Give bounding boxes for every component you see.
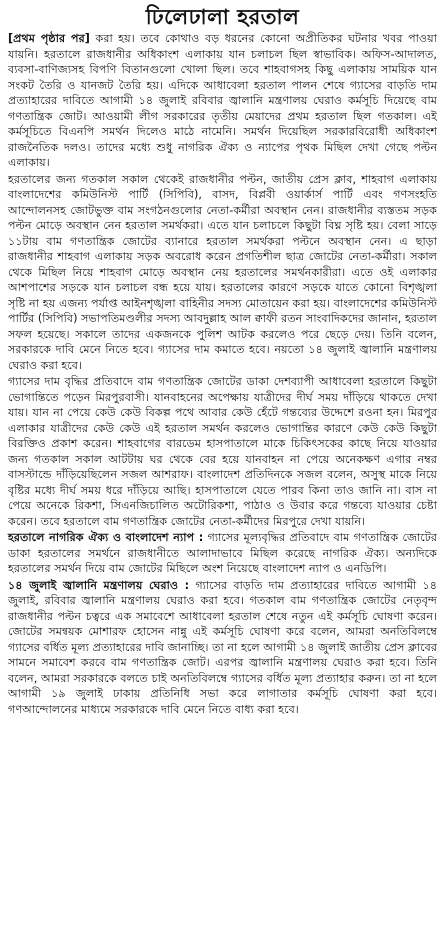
continuation-label: [প্রথম পৃষ্ঠার পর] — [8, 32, 90, 45]
intro-paragraph — [8, 31, 437, 171]
intro-body: করা হয়। তবে কোথাও বড় ধরনের কোনো অপ্রীতিকর ঘটনার খবর পাওয়া যায়নি। হরতালে রাজধানীর অধিকাংশ এলাকায় যান চলাচল ছিল স্বাভাবিক। অফিস-আদালত, ব্যবসা-বাণিজ্যসহ বিপণি বিতানগুলো খোলা ছিল। তবে শাহবাগসহ কিছু এলাকায় সাময়িক যান সংকট তৈরি ও যানজট তৈরি হয়। এদিকে আধাবেলা হরতাল পালন শেষে গ্যাসের বাড়তি দাম প্রত্যাহারের দাবিতে আগামী ১৪ জুলাই রবিবার জ্বালানি মন্ত্রণালয় ঘেরাও কর্মসূচি দিয়েছে বাম গণতান্ত্রিক জোট। আওয়ামী লীগ সরকারের তৃতীয় মেয়াদের প্রথম হরতাল ছিল গতকাল। এই কর্মসূচিতে বিএনপি সমর্থন দিলেও মাঠে নামেনি। সমর্থন দিয়েছিল সরকারবিরোধী অধিকাংশ রাজনৈতিক দলও। তাদের মধ্যে শুধু নাগরিক ঐক্য ও ন্যাপের পৃথক মিছিল দেখা গেছে পল্টন এলাকায়। — [8, 32, 437, 169]
paragraph-rally: হরতালের জন্য গতকাল সকাল থেকেই রাজধানীর পল্টন, জাতীয় প্রেস ক্লাব, শাহবাগ এলাকায় বাংলাদেশের কমিউনিস্ট পার্টি (সিপিবি), বাসদ, বিপ্লবী ওয়ার্কার্স পার্টি এবং গণসংহতি আন্দোলনসহ জোটভুক্ত বাম সংগঠনগুলোর নেতা-কর্মীরা অবস্থান নেন। রাজধানীর ব্যস্ততম সড়ক পল্টন মোড়ে অবস্থান নেন হরতাল সমর্থকরা। এতে যান চলাচলে কিছুটা বিঘ্ন সৃষ্টি হয়। বেলা সাড়ে ১১টায় বাম গণতান্ত্রিক জোটের ব্যানারে হরতাল সমর্থকরা পল্টনে অবস্থান নেন। এ ছাড়া রাজধানীর শাহবাগ এলাকায় সড়ক অবরোধ করেন প্রগতিশীল ছাত্র জোটের নেতা-কর্মীরা। সকাল থেকে মিছিল নিয়ে শাহবাগ মোড়ে অবস্থান নেয় হরতালের সমর্থনকারীরা। এতে ওই এলাকার আশপাশের সড়কে যান চলাচল বন্ধ হয়ে যায়। হরতালের কারণে সড়কে যাতে কোনো বিশৃঙ্খলা সৃষ্টি না হয় এজন্য পর্যাপ্ত আইনশৃঙ্খলা বাহিনীর সদস্য মোতায়েন করা হয়। বাংলাদেশের কমিউনিস্ট পার্টির (সিপিবি) সভাপতিমণ্ডলীর সদস্য আবদুল্লাহ আল ক্বাফী রতন সাংবাদিকদের জানান, হরতাল সফল হয়েছে। সকালে তাদের একজনকে পুলিশ আটক করলেও পরে ছেড়ে দেয়। তিনি বলেন, সরকারকে দাবি মেনে নিতে হবে। গ্যাসের দাম কমাতে হবে। নয়তো ১৪ জুলাই জ্বালানি মন্ত্রণালয় ঘেরাও করা হবে। — [8, 172, 437, 372]
paragraph-mirpur: গ্যাসের দাম বৃদ্ধির প্রতিবাদে বাম গণতান্ত্রিক জোটের ডাকা দেশব্যাপী আধাবেলা হরতালে কিছুটা ভোগান্তিতে পড়েন মিরপুরবাসী। যানবাহনের অপেক্ষায় যাত্রীদের দীর্ঘ সময় দাঁড়িয়ে থাকতে দেখা যায়। যান না পেয়ে কেউ কেউ বিকল্প পথে আবার কেউ হেঁটে গন্তব্যের উদ্দেশে রওনা হন। মিরপুর এলাকার যাত্রীদের কেউ কেউ এই হরতাল সমর্থন করলেও ভোগান্তির কারণে কেউ কেউ কিছুটা বিরক্তিও প্রকাশ করেন। শাহবাগের বারডেম হাসপাতালে মাকে চিকিৎসকের কাছে নিয়ে যাওয়ার জন্য গতকাল সকাল আটটায় ঘর থেকে বের হয়ে যানবাহন না পেয়ে অনেকক্ষণ এগার নম্বর বাসস্টান্ডে দাঁড়িয়েছিলেন সজল আশরাফ। বাংলাদেশ প্রতিদিনকে সজল বলেন, অসুস্থ মাকে নিয়ে বৃষ্টির মধ্যে দীর্ঘ সময় ধরে দাঁড়িয়ে আছি। হাসপাতালে যেতে পারব কিনা তাও জানি না। বাস না পেয়ে অনেকে রিকশা, সিএনজিচালিত অটোরিকশা, পাঠাও ও উবার করে গন্তব্যে যাওয়ার চেষ্টা করেন। তবে হরতালে বাম গণতান্ত্রিক জোটের নেতা-কর্মীদের মিরপুরে দেখা যায়নি। — [8, 375, 437, 528]
ministry-siege-body: গ্যাসের বাড়তি দাম প্রত্যাহারের দাবিতে আগামী ১৪ জুলাই, রবিবার জ্বালানি মন্ত্রণালয় ঘেরাও করা হবে। গতকাল বাম গণতান্ত্রিক জোটের নেতৃবৃন্দ রাজধানীর পল্টন চত্বরে এক সমাবেশে আধাবেলা হরতাল শেষে নতুন এই কর্মসূচি ঘোষণা করেন। জোটের সমন্বয়ক মোশারফ হোসেন নান্নু এই কর্মসূচি ঘোষণা করে বলেন, আমরা অনতিবিলম্বে গ্যাসের বর্ধিত মূল্য প্রত্যাহারের দাবি জানাচ্ছি। তা না হলে আগামী ১৪ জুলাই জাতীয় প্রেস ক্লাবের সামনে সমাবেশ করবে বাম গণতান্ত্রিক জোট। এরপর জ্বালানি মন্ত্রণালয় ঘেরাও করা হবে। তিনি বলেন, আমরা সরকারকে বলতে চাই অনতিবিলম্বে গ্যাসের বর্ধিত মূল্য প্রত্যাহার করুন। তা না হলে আগামী ১৯ জুলাই ঢাকায় প্রতিনিধি সভা করে লাগাতার কর্মসূচি ঘোষণা করা হবে। গণআন্দোলনের মাধ্যমে সরকারকে দাবি মেনে নিতে বাধ্য করা হবে। — [8, 578, 438, 716]
headline: ঢিলেঢালা হরতাল — [145, 5, 300, 29]
paragraph-ministry-siege — [8, 578, 437, 718]
nagorik-oikya-body: গ্যাসের মূল্যবৃদ্ধির প্রতিবাদে বাম গণতান্ত্রিক জোটের ডাকা হরতালের সমর্থনে রাজধানীতে আলাদাভাবে মিছিল করেছে নাগরিক ঐক্য। অন্যদিকে হরতালের সমর্থন দিয়ে বাম জোটের মিছিলে অংশ নিয়েছে বাংলাদেশ ন্যাপ ও এনডিপি। — [8, 531, 437, 575]
subhead-nagorik-oikya: হরতালে নাগরিক ঐক্য ও বাংলাদেশ ন্যাপ : — [8, 531, 204, 544]
paragraph-nagorik-oikya — [8, 530, 437, 577]
subhead-ministry-siege: ১৪ জুলাই জ্বালানি মন্ত্রণালয় ঘেরাও : — [8, 578, 190, 592]
